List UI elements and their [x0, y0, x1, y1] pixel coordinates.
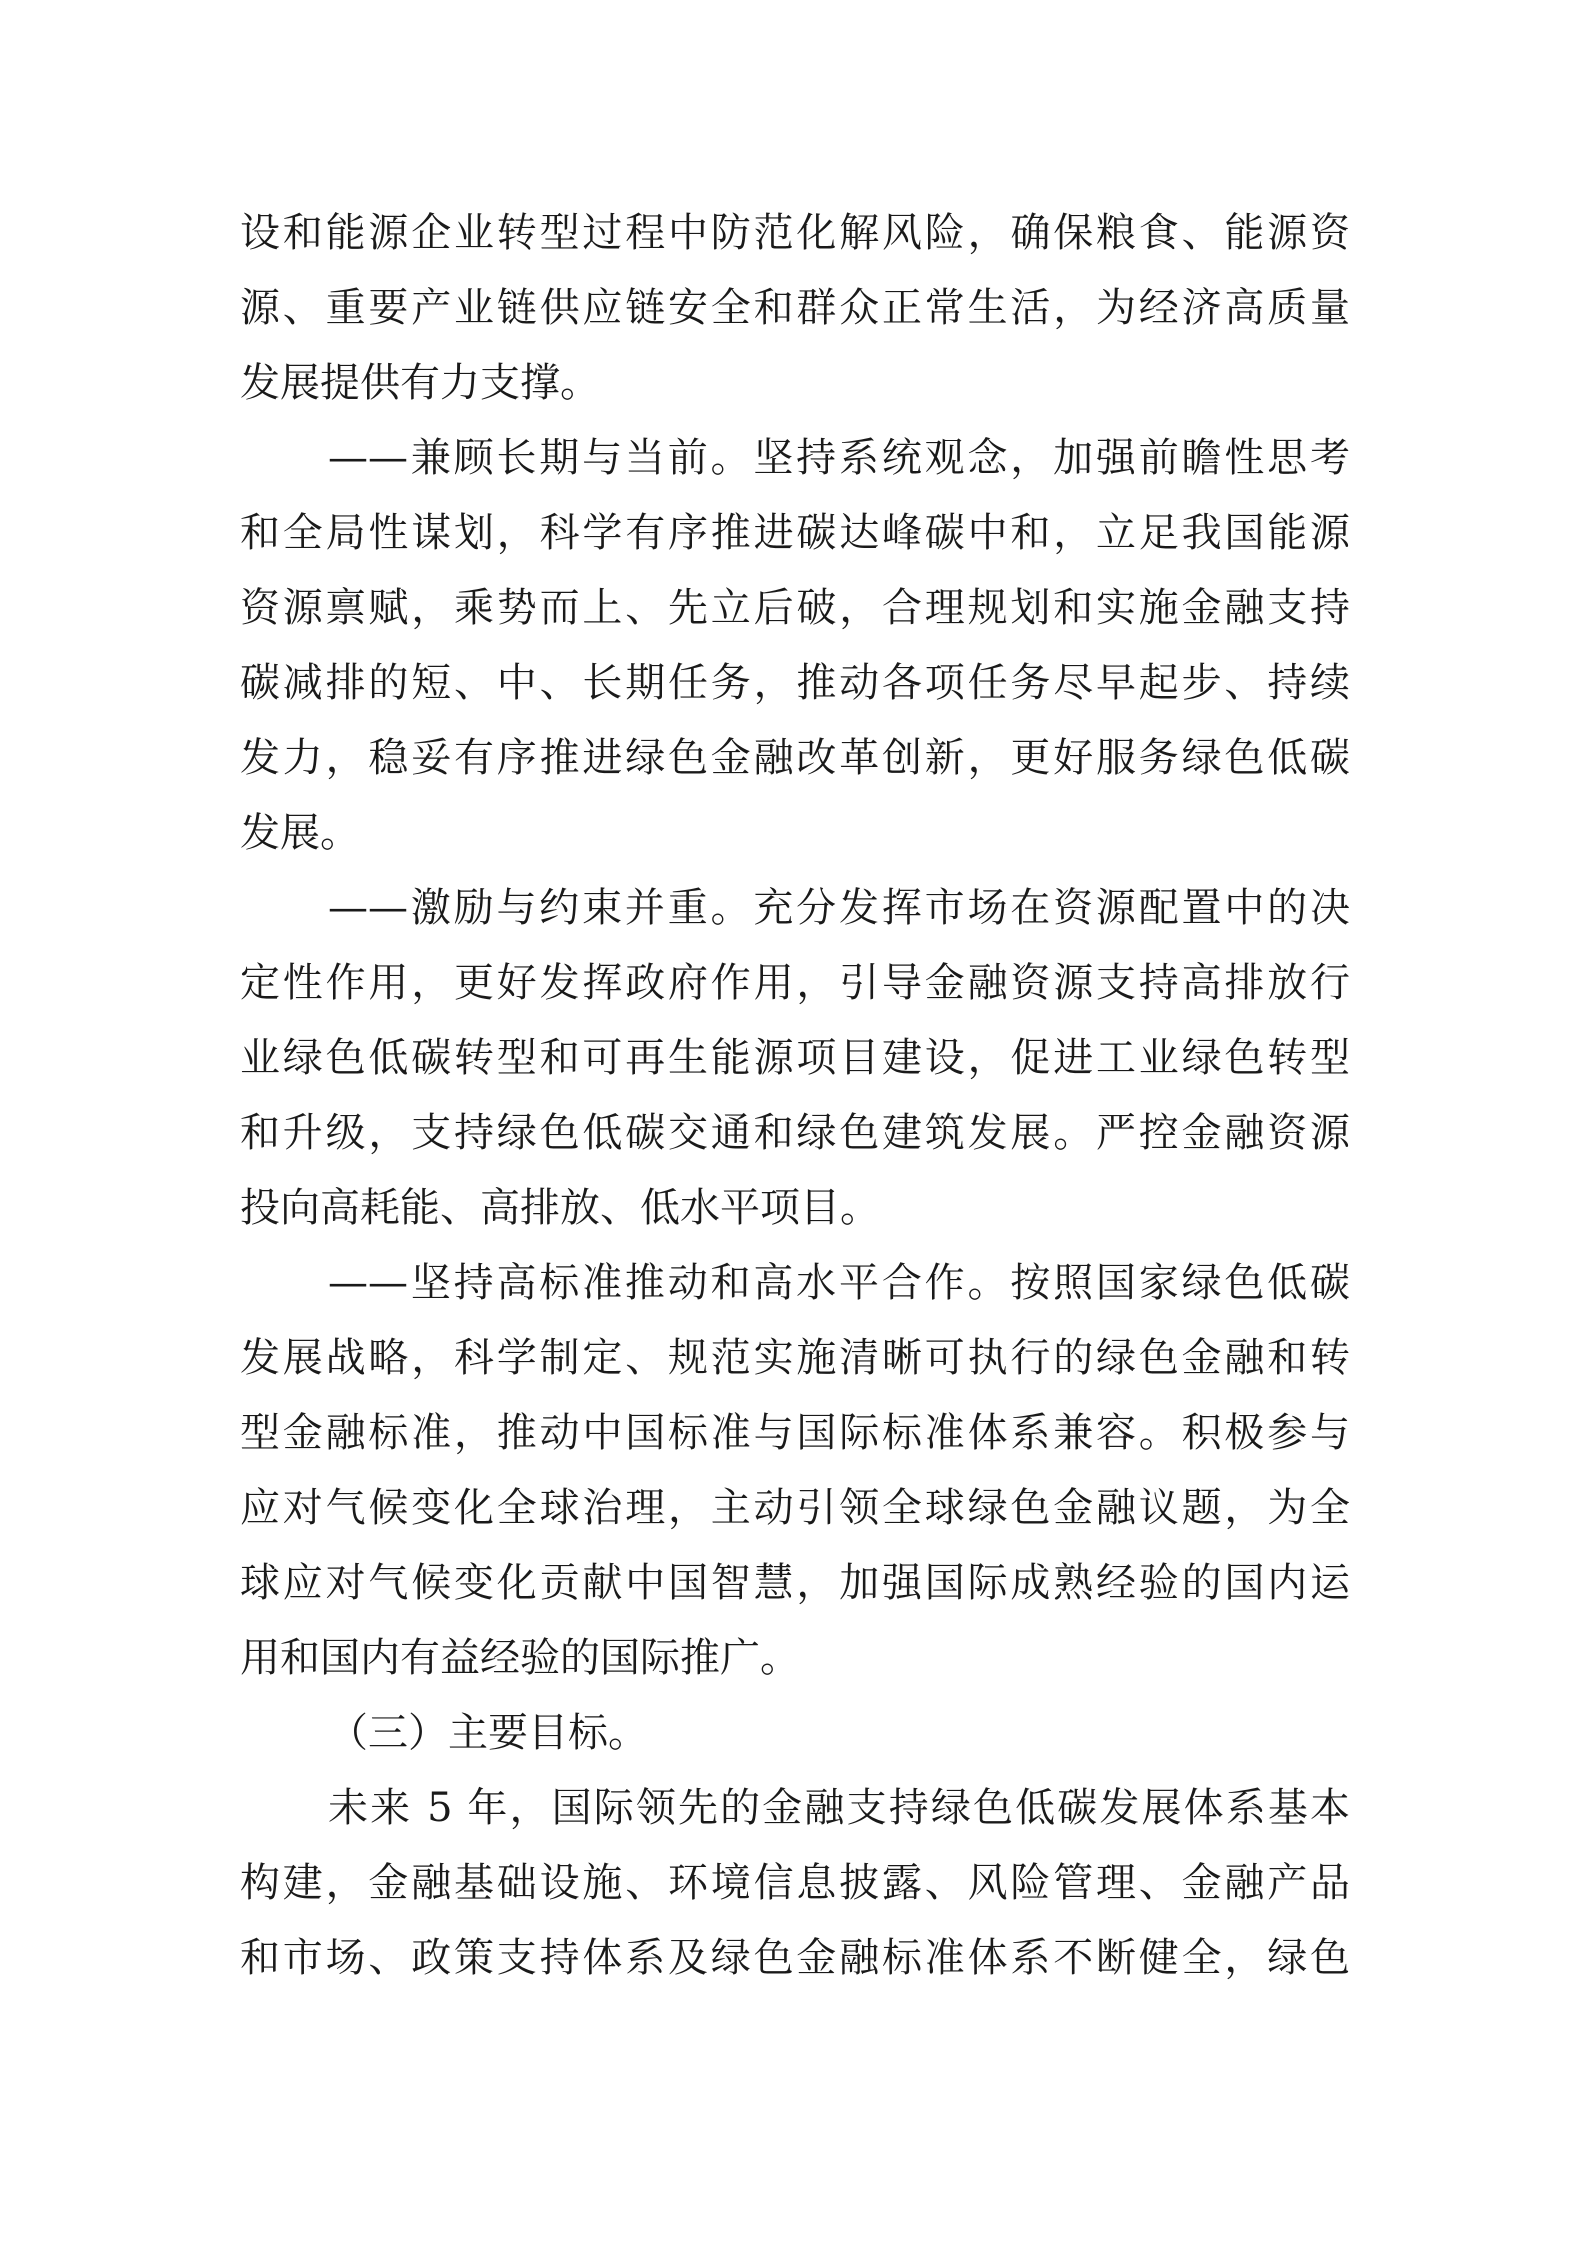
- text-line: ——激励与约束并重。充分发挥市场在资源配置中的决: [328, 885, 1350, 931]
- text-line: 碳减排的短、中、长期任务，推动各项任务尽早起步、持续: [240, 660, 1350, 706]
- text-line: 球应对气候变化贡献中国智慧，加强国际成熟经验的国内运: [240, 1560, 1350, 1606]
- text-line: 型金融标准，推动中国标准与国际标准体系兼容。积极参与: [240, 1410, 1350, 1456]
- text-line: 和升级，支持绿色低碳交通和绿色建筑发展。严控金融资源: [240, 1110, 1350, 1156]
- body-text: [240, 196, 1350, 1996]
- text-line: ——兼顾长期与当前。坚持系统观念，加强前瞻性思考: [328, 435, 1350, 481]
- text-line: 用和国内有益经验的国际推广。: [240, 1635, 800, 1681]
- text-line: 发力，稳妥有序推进绿色金融改革创新，更好服务绿色低碳: [240, 735, 1350, 781]
- text-line: 发展战略，科学制定、规范实施清晰可执行的绿色金融和转: [240, 1335, 1350, 1381]
- text-line: ——坚持高标准推动和高水平合作。按照国家绿色低碳: [328, 1260, 1350, 1306]
- text-line: 投向高耗能、高排放、低水平项目。: [240, 1185, 880, 1231]
- text-line: 业绿色低碳转型和可再生能源项目建设，促进工业绿色转型: [240, 1035, 1350, 1081]
- text-line: 设和能源企业转型过程中防范化解风险，确保粮食、能源资: [240, 210, 1350, 256]
- text-line: 构建，金融基础设施、环境信息披露、风险管理、金融产品: [240, 1860, 1350, 1906]
- text-line: 应对气候变化全球治理，主动引领全球绿色金融议题，为全: [240, 1485, 1350, 1531]
- text-line: 和全局性谋划，科学有序推进碳达峰碳中和，立足我国能源: [240, 510, 1350, 556]
- text-line: 资源禀赋，乘势而上、先立后破，合理规划和实施金融支持: [240, 585, 1350, 631]
- text-line: 和市场、政策支持体系及绿色金融标准体系不断健全，绿色: [240, 1935, 1350, 1981]
- text-line: 定性作用，更好发挥政府作用，引导金融资源支持高排放行: [240, 960, 1350, 1006]
- text-line: 未来 5 年，国际领先的金融支持绿色低碳发展体系基本: [328, 1785, 1350, 1831]
- text-line: （三）主要目标。: [328, 1710, 648, 1756]
- text-line: 发展提供有力支撑。: [240, 360, 600, 406]
- text-line: 源、重要产业链供应链安全和群众正常生活，为经济高质量: [240, 285, 1350, 331]
- text-line: 发展。: [240, 810, 360, 856]
